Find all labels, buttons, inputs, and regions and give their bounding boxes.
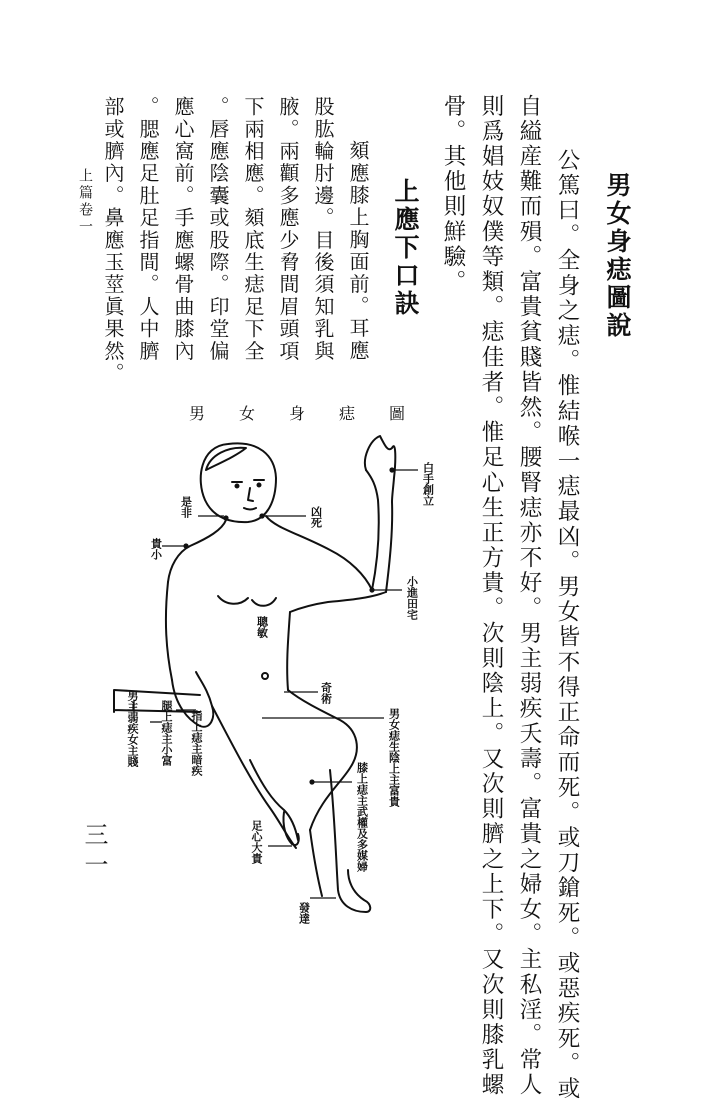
label-throat: 凶死: [309, 506, 323, 528]
label-palm: 白手創立: [421, 462, 435, 506]
verse-column: 部或臍內。鼻應玉莖眞果然。: [101, 96, 125, 385]
running-head: 上篇卷一: [77, 168, 93, 236]
label-waist: 男主弱疾女主賤: [126, 690, 139, 767]
label-armpit: 貴小: [149, 538, 163, 560]
text-column: 自縊産難而殞。富貴貧賤皆然。腰腎痣亦不好。男主弱疾夭壽。富貴之婦女。主私淫。常人: [516, 94, 542, 1098]
text-column: 則爲娼妓奴僕等類。痣佳者。惟足心生正方貴。次則陰上。又次則臍之上下。又次則膝乳螺: [478, 94, 504, 1098]
verse-column: 下兩相應。頦底生痣足下全: [241, 96, 265, 363]
label-ankle: 發達: [297, 902, 311, 924]
verse-column: 股肱輪肘邊。目後須知乳與: [311, 96, 335, 363]
label-sole: 足心大貴: [250, 820, 263, 864]
verse-column: 頦應膝上胸面前。耳應: [346, 140, 370, 362]
section-title: 男女身痣圖說: [603, 172, 632, 340]
label-thigh: 腿上痣主小富: [160, 700, 173, 766]
text-column: 骨。其他則鮮驗。: [440, 94, 466, 295]
figure-title: 男女身痣圖: [189, 404, 440, 423]
label-elbow: 小進田宅: [405, 576, 419, 620]
label-shoulder: 是非: [179, 496, 193, 518]
label-genital: 男女痣生陰上主富貴: [387, 708, 401, 807]
page-number: 三一: [80, 822, 108, 882]
verse-title: 上應下口訣: [391, 178, 420, 318]
verse-column: 。唇應陰囊或股際。印堂偏: [206, 96, 230, 363]
text-column: 公篤曰。全身之痣。惟結喉一痣最凶。男女皆不得正命而死。或刀鎗死。或惡疾死。或: [554, 148, 580, 1102]
label-chest: 聰敏: [255, 616, 269, 638]
verse-column: 腋。兩顴多應少脅間眉頭項: [276, 96, 300, 363]
label-knee: 膝上痣主武權及多媒婦: [355, 762, 369, 872]
label-navel: 奇術: [319, 682, 333, 704]
verse-column: 。腮應足肚足指間。人中臍: [136, 96, 160, 363]
label-finger: 指上痣主暗疾: [190, 710, 203, 776]
body-figure: [60, 380, 480, 940]
verse-column: 應心窩前。手應螺骨曲膝內: [171, 96, 195, 363]
